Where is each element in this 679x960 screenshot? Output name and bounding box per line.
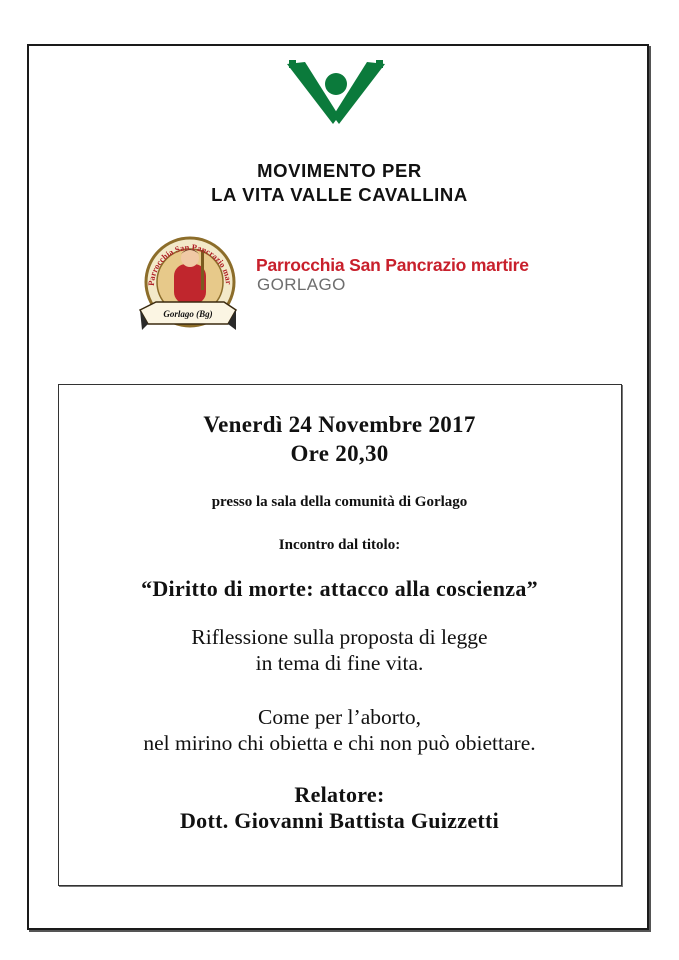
organization-title-line1: MOVIMENTO PER — [257, 160, 422, 181]
parish-name: Parrocchia San Pancrazio martire — [256, 255, 529, 275]
organization-title-line2: LA VITA VALLE CAVALLINA — [211, 184, 468, 205]
parish-seal-icon — [138, 230, 238, 336]
speaker-name: Dott. Giovanni Battista Guizzetti — [179, 808, 500, 833]
comparison-line2: nel mirino chi obietta e chi non può obiettare. — [143, 731, 536, 755]
parish-town: GORLAGO — [257, 275, 346, 294]
seal-ribbon-text: Gorlago (Bg) — [163, 309, 213, 319]
reflection-line1: Riflessione sulla proposta di legge — [191, 625, 488, 649]
movimento-per-la-vita-logo-icon — [283, 58, 389, 126]
event-time: Ore 20,30 — [290, 441, 389, 466]
reflection-line2: in tema di fine vita. — [255, 651, 424, 675]
event-venue: presso la sala della comunità di Gorlago — [211, 494, 468, 510]
event-intro: Incontro dal titolo: — [278, 537, 401, 553]
event-title: “Diritto di morte: attacco alla coscienza” — [141, 576, 538, 601]
seal-arc-text: Parrocchia San Pancrazio mar — [145, 241, 234, 287]
comparison-line1: Come per l’aborto, — [258, 705, 421, 729]
event-date: Venerdì 24 Novembre 2017 — [203, 412, 476, 437]
speaker-label: Relatore: — [294, 782, 385, 807]
